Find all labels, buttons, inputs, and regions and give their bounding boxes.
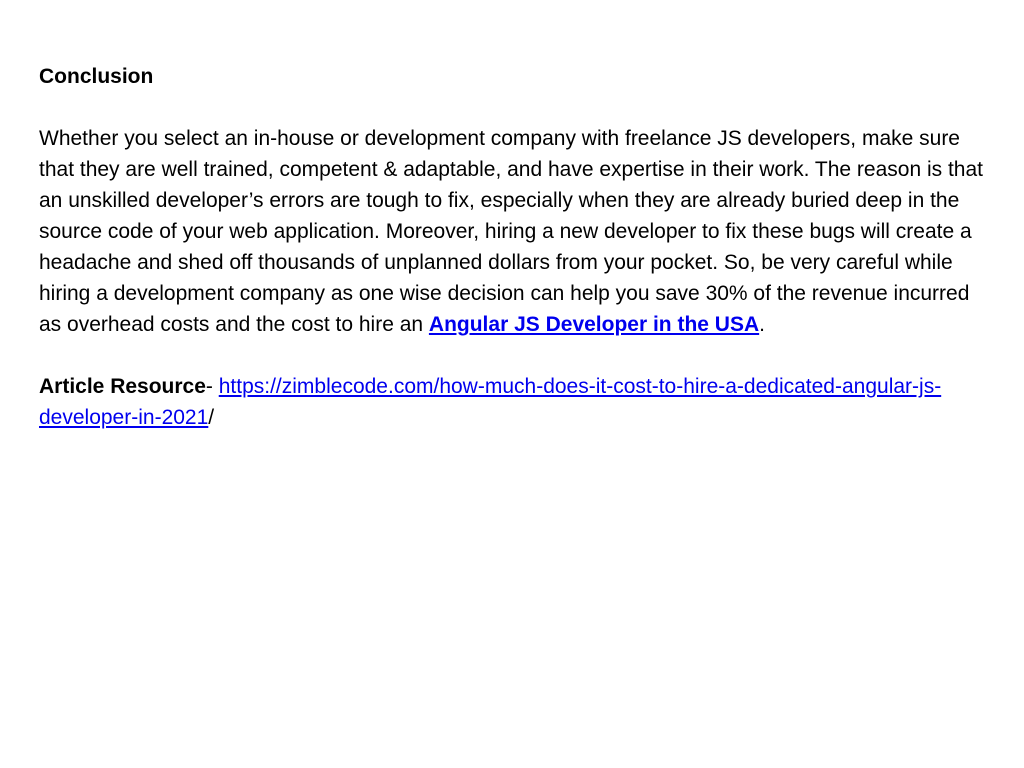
slide-content	[39, 61, 989, 433]
spacer	[39, 340, 989, 371]
paragraph-trailing: .	[759, 313, 765, 336]
angular-developer-link[interactable]: Angular JS Developer in the USA	[428, 313, 760, 336]
article-resource-label: Article Resource	[39, 375, 206, 398]
article-resource-trailing: /	[208, 406, 215, 429]
slide-heading: Conclusion	[39, 65, 154, 88]
spacer	[39, 92, 989, 123]
paragraph-text: Whether you select an in-house or development company with freelance JS developers, make sure that they are well trained, competent & adaptable, and have expertise in their work. The reason is that an unskilled developer’s errors are tough to fix, especially when they are already buried deep in the source code of your web application. Moreover, hiring a new developer to fix these bugs will create a headache and shed off thousands of unplanned dollars from your pocket. So, be very careful while hiring a development company as one wise decision can help you save 30% of the revenue incurred as overhead costs and the cost to hire an	[39, 127, 983, 336]
conclusion-paragraph	[39, 123, 989, 340]
article-resource-separator: -	[205, 375, 219, 398]
article-resource-link[interactable]: https://zimblecode.com/how-much-does-it-cost-to-hire-a-dedicated-angular-js-developer-in-2021	[39, 375, 942, 429]
article-resource	[39, 371, 989, 433]
